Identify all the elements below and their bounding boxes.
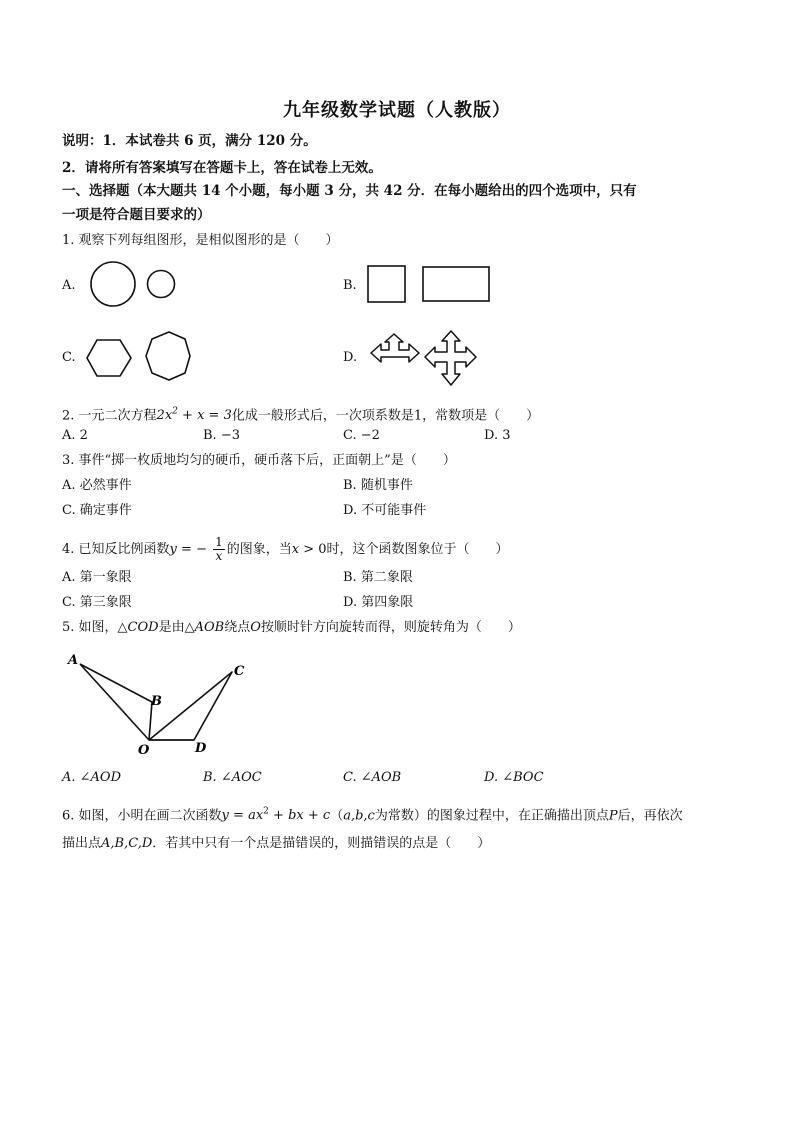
q1-option-a-figure [88,258,188,308]
q5-option-d: D. ∠BOC [484,770,544,785]
q3-option-c: C. 确定事件 [62,503,132,518]
q5-stem-tail: 按顺时针方向旋转而得，则旋转角为（ ） [260,620,521,635]
q4-stem-prefix: 4. 已知反比例函数 [62,542,170,557]
q6-line1-mid: （ [330,808,344,824]
q2-option-a: A. 2 [62,428,88,443]
q6-points: A,B,C,D [101,836,153,851]
q4-option-c: C. 第三象限 [62,595,132,610]
note-line-1: 说明：1．本试卷共 6 页，满分 120 分。 [62,133,317,149]
q1-option-c-figure [84,330,194,385]
question-3-stem: 3. 事件“掷一枚质地均匀的硬币，硬币落下后，正面朝上”是（ ） [62,453,456,468]
q3-option-d: D. 不可能事件 [343,503,427,518]
q1-option-d-figure [368,330,483,390]
q6-function: $y = ax^2$ + bx + c [221,807,331,824]
q5-option-a: A. ∠AOD [62,770,122,785]
q6-point-p: P [608,808,618,824]
q6-line1-prefix: 6. 如图，小明在画二次函数 [62,808,222,824]
q5-cod: △COD [117,620,159,635]
question-4-stem [62,536,509,563]
question-2-stem [62,404,539,424]
q1-option-c-label: C. [62,350,76,365]
section-heading-line-2: 一项是符合题目要求的） [62,207,211,223]
q2-stem-suffix: 化成一般形式后，一次项系数是 [231,408,414,424]
q6-line2-tail: ．若其中只有一个点是描错误的，则描错误的点是（ ） [152,836,491,851]
q6-line1-tail: 为常数）的图象过程中，在正确描出顶点 [374,808,609,824]
q5-label-d: D [195,741,207,756]
q5-stem-prefix: 5. 如图， [62,620,118,635]
q1-option-a-label: A. [62,278,76,293]
question-6-line-2 [62,836,490,852]
q5-label-c: C [234,664,245,679]
question-6-line-1 [62,804,683,824]
q2-coef: 1 [413,408,423,424]
section-heading-line-1: 一、选择题（本大题共 14 个小题，每小题 3 分，共 42 分．在每小题给出的四个选项中，只有 [62,183,637,199]
q1-option-d-label: D. [343,350,358,365]
q5-option-b: B. ∠AOC [203,770,262,785]
q2-equation: $2x^2 + x = 3$ [156,407,232,424]
q5-aob: △AOB [184,620,225,635]
q4-function: y = − $\frac{1}{x}$ [169,535,223,563]
q4-option-a: A. 第一象限 [62,570,132,585]
q5-stem-mid2: 绕点 [224,620,251,635]
question-1-stem: 1. 观察下列每组图形，是相似图形的是（ ） [62,233,339,248]
q4-stem-tail: 时，这个函数图象位于（ ） [326,542,509,557]
q4-option-d: D. 第四象限 [343,595,414,610]
q4-option-b: B. 第二象限 [343,570,413,585]
q5-option-c: C. ∠AOB [343,770,402,785]
q3-option-b: B. 随机事件 [343,478,413,493]
q5-point-o: O [250,620,261,635]
page-title: 九年级数学试题（人教版） [283,100,511,121]
note-line-2: 2．请将所有答案填写在答题卡上，答在试卷上无效。 [62,160,382,176]
q5-label-o: O [138,743,150,758]
q1-option-b-figure [366,264,496,306]
q6-params: a,b,c [343,808,375,824]
q4-condition: x > 0 [291,542,327,557]
q3-option-a: A. 必然事件 [62,478,132,493]
q6-line1-end: 后，再依次 [617,808,683,824]
q5-rotation-figure [62,650,262,760]
q2-option-b: B. −3 [203,428,240,443]
q5-stem-mid1: 是由 [158,620,185,635]
q2-stem-prefix: 2. 一元二次方程 [62,408,157,424]
q6-line2-prefix: 描出点 [62,836,102,851]
q2-option-d: D. 3 [484,428,511,443]
q2-option-c: C. −2 [343,428,380,443]
q2-stem-tail: ，常数项是（ ） [422,408,540,424]
q5-label-b: B [151,694,162,709]
q4-stem-mid: 的图象，当 [226,542,292,557]
question-5-stem [62,620,521,636]
q1-option-b-label: B. [343,278,357,293]
q5-label-a: A [68,653,79,668]
